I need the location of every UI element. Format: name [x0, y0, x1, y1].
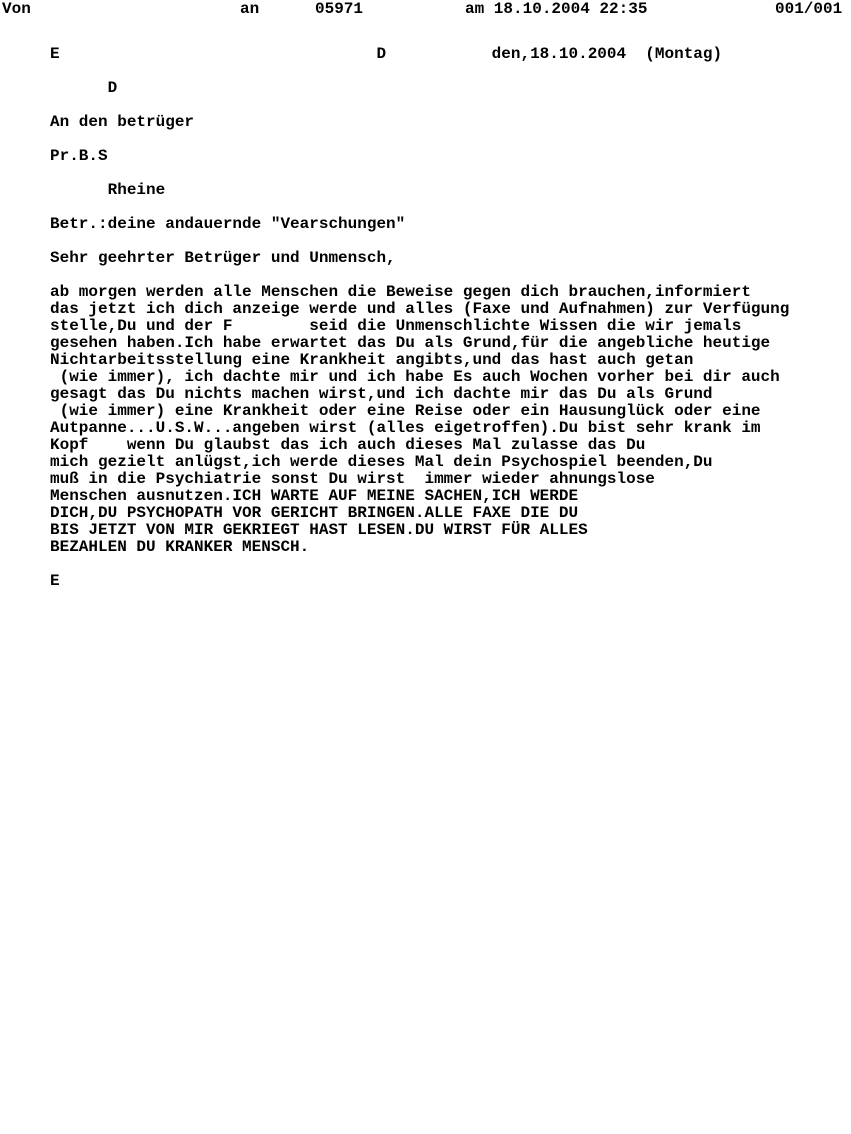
letter-line-signature: E	[50, 572, 60, 590]
letter-line-paragraph: gesehen haben.Ich habe erwartet das Du als Grund,für die angebliche heutige	[50, 334, 771, 352]
letter-line-blank	[50, 556, 840, 573]
letter-line-blank	[50, 97, 840, 114]
letter-line-paragraph: das jetzt ich dich anzeige werde und alles (Faxe und Aufnahmen) zur Verfügung	[50, 300, 790, 318]
letter-line-paragraph: Kopf wenn Du glaubst das ich auch dieses Mal zulasse das Du	[50, 436, 646, 454]
fax-timestamp: am 18.10.2004 22:35	[465, 0, 648, 18]
letter-line-addressee-name: Pr.B.S	[50, 147, 108, 165]
letter-line-addressee: An den betrüger	[50, 113, 195, 131]
letter-line-paragraph: BEZAHLEN DU KRANKER MENSCH.	[50, 538, 310, 556]
fax-transmission-header	[0, 0, 851, 20]
letter-body	[50, 46, 840, 590]
fax-to-label: an	[240, 0, 260, 18]
letter-line-paragraph: muß in die Psychiatrie sonst Du wirst immer wieder ahnungslose	[50, 470, 655, 488]
letter-line-subject: Betr.:deine andauernde "Vearschungen"	[50, 215, 406, 233]
fax-to-number: 05971	[315, 0, 364, 18]
letter-line-blank	[50, 63, 840, 80]
letter-line-paragraph: ab morgen werden alle Menschen die Beweise gegen dich brauchen,informiert	[50, 283, 751, 301]
letter-line-blank	[50, 267, 840, 284]
fax-from-label: Von	[2, 0, 31, 18]
letter-line-paragraph: Autpanne...U.S.W...angeben wirst (alles eigetroffen).Du bist sehr krank im	[50, 419, 761, 437]
letter-line-paragraph: DICH,DU PSYCHOPATH VOR GERICHT BRINGEN.ALLE FAXE DIE DU	[50, 504, 579, 522]
letter-line-paragraph: (wie immer) eine Krankheit oder eine Reise oder ein Hausunglück oder eine	[50, 402, 761, 420]
letter-line-paragraph: Nichtarbeitsstellung eine Krankheit angibts,und das hast auch getan	[50, 351, 694, 369]
letter-line-blank	[50, 131, 840, 148]
letter-line-paragraph: Menschen ausnutzen.ICH WARTE AUF MEINE SACHEN,ICH WERDE	[50, 487, 579, 505]
letter-line-city: Rheine	[50, 181, 166, 199]
fax-page-counter: 001/001	[775, 0, 843, 18]
letter-line-salutation: Sehr geehrter Betrüger und Unmensch,	[50, 249, 396, 267]
letter-line-paragraph: mich gezielt anlügst,ich werde dieses Mal dein Psychospiel beenden,Du	[50, 453, 713, 471]
letter-line-blank	[50, 199, 840, 216]
letter-line-blank	[50, 165, 840, 182]
letter-line-blank	[50, 233, 840, 250]
letter-line-sender-recipient-date: E D den,18.10.2004 (Montag)	[50, 45, 723, 63]
letter-line-recipient-initial: D	[50, 79, 118, 97]
letter-line-paragraph: BIS JETZT VON MIR GEKRIEGT HAST LESEN.DU WIRST FÜR ALLES	[50, 521, 588, 539]
letter-line-paragraph: stelle,Du und der F seid die Unmenschlichte Wissen die wir jemals	[50, 317, 742, 335]
letter-line-paragraph: gesagt das Du nichts machen wirst,und ich dachte mir das Du als Grund	[50, 385, 713, 403]
letter-line-paragraph: (wie immer), ich dachte mir und ich habe Es auch Wochen vorher bei dir auch	[50, 368, 780, 386]
